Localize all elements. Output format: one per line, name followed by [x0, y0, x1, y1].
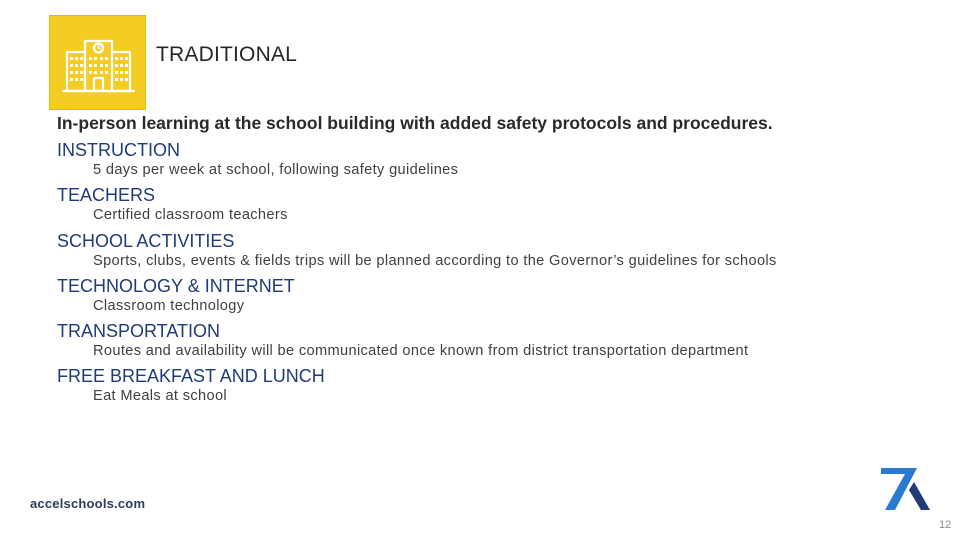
item-heading: SCHOOL ACTIVITIES — [57, 230, 235, 251]
list-item-free-meals — [57, 365, 777, 410]
school-building-icon — [50, 16, 147, 111]
item-heading: TEACHERS — [57, 185, 156, 206]
list-item-transportation — [57, 320, 777, 365]
item-description: Routes and availability will be communicated once known from district transportation department — [93, 343, 749, 360]
website-link[interactable]: accelschools.com — [30, 496, 146, 511]
item-heading: TRANSPORTATION — [57, 321, 221, 342]
item-description: Certified classroom teachers — [93, 207, 288, 224]
list-item-teachers — [57, 184, 777, 229]
list-item-instruction — [57, 139, 777, 184]
item-heading: FREE BREAKFAST AND LUNCH — [57, 366, 325, 387]
item-description: Classroom technology — [93, 297, 245, 314]
page-title: TRADITIONAL — [156, 43, 298, 66]
item-heading: INSTRUCTION — [57, 140, 180, 160]
intro-text: In-person learning at the school building with added safety protocols and procedures. — [57, 113, 773, 133]
item-description: Eat Meals at school — [93, 388, 228, 405]
item-description: 5 days per week at school, following safety guidelines — [93, 162, 459, 178]
accel-logo-icon — [879, 466, 931, 512]
page-number: 12 — [939, 519, 952, 531]
item-description: Sports, clubs, events & fields trips will be planned according to the Governor’s guidelines for schools — [93, 252, 777, 269]
list-item-school-activities — [57, 230, 777, 275]
feature-list — [57, 139, 777, 411]
item-heading: TECHNOLOGY & INTERNET — [57, 275, 295, 296]
school-building-icon-tile — [49, 15, 146, 110]
list-item-technology — [57, 275, 777, 320]
